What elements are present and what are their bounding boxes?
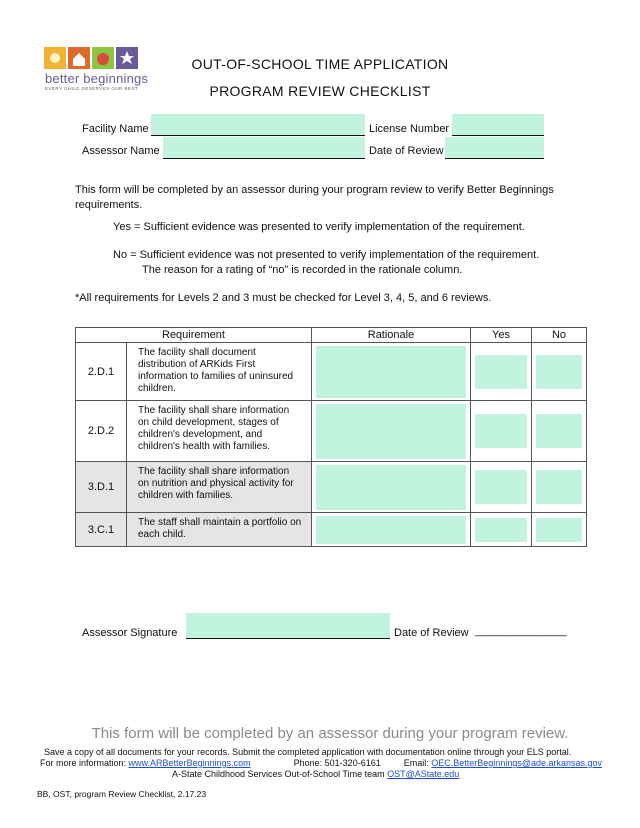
header-yes: Yes bbox=[471, 328, 532, 343]
assessor-signature-field[interactable] bbox=[186, 613, 390, 639]
requirement-text: The staff shall maintain a portfolio on each child. bbox=[127, 513, 312, 547]
phone-text: Phone: 501-320-6161 bbox=[293, 758, 381, 768]
requirement-text: The facility shall share information on nutrition and physical activity for children with families. bbox=[127, 462, 312, 513]
requirement-code: 3.C.1 bbox=[76, 513, 127, 547]
no-definition-rationale: The reason for a rating of “no” is recorded in the rationale column. bbox=[142, 264, 463, 276]
assessor-name-field[interactable] bbox=[163, 137, 365, 159]
date-of-review-field[interactable] bbox=[445, 137, 544, 159]
email-label: Email: bbox=[403, 758, 429, 768]
assessor-signature-label: Assessor Signature bbox=[82, 627, 178, 639]
document-id: BB, OST, program Review Checklist, 2.17.23 bbox=[37, 789, 207, 799]
facility-name-field[interactable] bbox=[151, 114, 365, 136]
signature-date-field[interactable]: _______________ bbox=[475, 625, 567, 637]
header-no: No bbox=[532, 328, 587, 343]
requirement-code: 3.D.1 bbox=[76, 462, 127, 513]
email-link[interactable]: OEC.BetterBeginnings@ade.arkansas.gov bbox=[431, 758, 603, 768]
rationale-cell[interactable] bbox=[312, 462, 471, 513]
levels-note: *All requirements for Levels 2 and 3 must be checked for Level 3, 4, 5, and 6 reviews. bbox=[75, 292, 492, 304]
yes-checkbox[interactable] bbox=[471, 513, 532, 547]
no-definition: No = Sufficient evidence was not presented to verify implementation of the requirement. bbox=[113, 249, 540, 261]
header-rationale: Rationale bbox=[312, 328, 471, 343]
intro-paragraph: This form will be completed by an assessor during your program review to verify Better Beginnings requirements. bbox=[75, 184, 554, 211]
table-row bbox=[76, 462, 587, 513]
requirement-text: The facility shall share information on child development, stages of children's development, and children's health with families. bbox=[127, 401, 312, 462]
rationale-cell[interactable] bbox=[312, 343, 471, 401]
signature-date-label: Date of Review bbox=[394, 627, 469, 639]
rationale-cell[interactable] bbox=[312, 513, 471, 547]
facility-name-label: Facility Name bbox=[82, 123, 149, 135]
yes-checkbox[interactable] bbox=[471, 401, 532, 462]
no-checkbox[interactable] bbox=[532, 401, 587, 462]
license-number-field[interactable] bbox=[452, 114, 544, 136]
table-header-row bbox=[76, 328, 587, 343]
footer-save-note: Save a copy of all documents for your records. Submit the completed application with documentation online through your ELS portal. bbox=[44, 747, 572, 757]
footer-headline: This form will be completed by an assessor during your program review. bbox=[91, 725, 569, 742]
footer-team-line bbox=[172, 769, 459, 779]
date-of-review-label: Date of Review bbox=[369, 145, 444, 157]
header-requirement: Requirement bbox=[76, 328, 312, 343]
rationale-cell[interactable] bbox=[312, 401, 471, 462]
team-email-link[interactable]: OST@AState.edu bbox=[387, 769, 460, 779]
footer-contact-line bbox=[40, 758, 602, 768]
no-checkbox[interactable] bbox=[532, 462, 587, 513]
requirement-code: 2.D.1 bbox=[76, 343, 127, 401]
no-checkbox[interactable] bbox=[532, 343, 587, 401]
logo-tagline: EVERY CHILD DESERVES OUR BEST bbox=[45, 86, 139, 91]
yes-checkbox[interactable] bbox=[471, 343, 532, 401]
more-info-label: For more information: bbox=[40, 758, 127, 768]
page-title: OUT-OF-SCHOOL TIME APPLICATION bbox=[191, 56, 449, 72]
requirement-text: The facility shall document distribution of ARKids First information to families of uninsured children. bbox=[127, 343, 312, 401]
yes-checkbox[interactable] bbox=[471, 462, 532, 513]
table-row bbox=[76, 343, 587, 401]
assessor-name-label: Assessor Name bbox=[82, 145, 160, 157]
yes-definition: Yes = Sufficient evidence was presented to verify implementation of the requirement. bbox=[113, 221, 525, 233]
table-row bbox=[76, 513, 587, 547]
checklist-table bbox=[75, 327, 587, 547]
team-text: A-State Childhood Services Out-of-School Time team bbox=[172, 769, 385, 779]
license-number-label: License Number bbox=[369, 123, 450, 135]
table-row bbox=[76, 401, 587, 462]
logo-brand-text: better beginnings bbox=[45, 71, 149, 86]
page-subtitle: PROGRAM REVIEW CHECKLIST bbox=[209, 83, 431, 99]
no-checkbox[interactable] bbox=[532, 513, 587, 547]
requirement-code: 2.D.2 bbox=[76, 401, 127, 462]
website-link[interactable]: www.ARBetterBeginnings.com bbox=[128, 758, 251, 768]
